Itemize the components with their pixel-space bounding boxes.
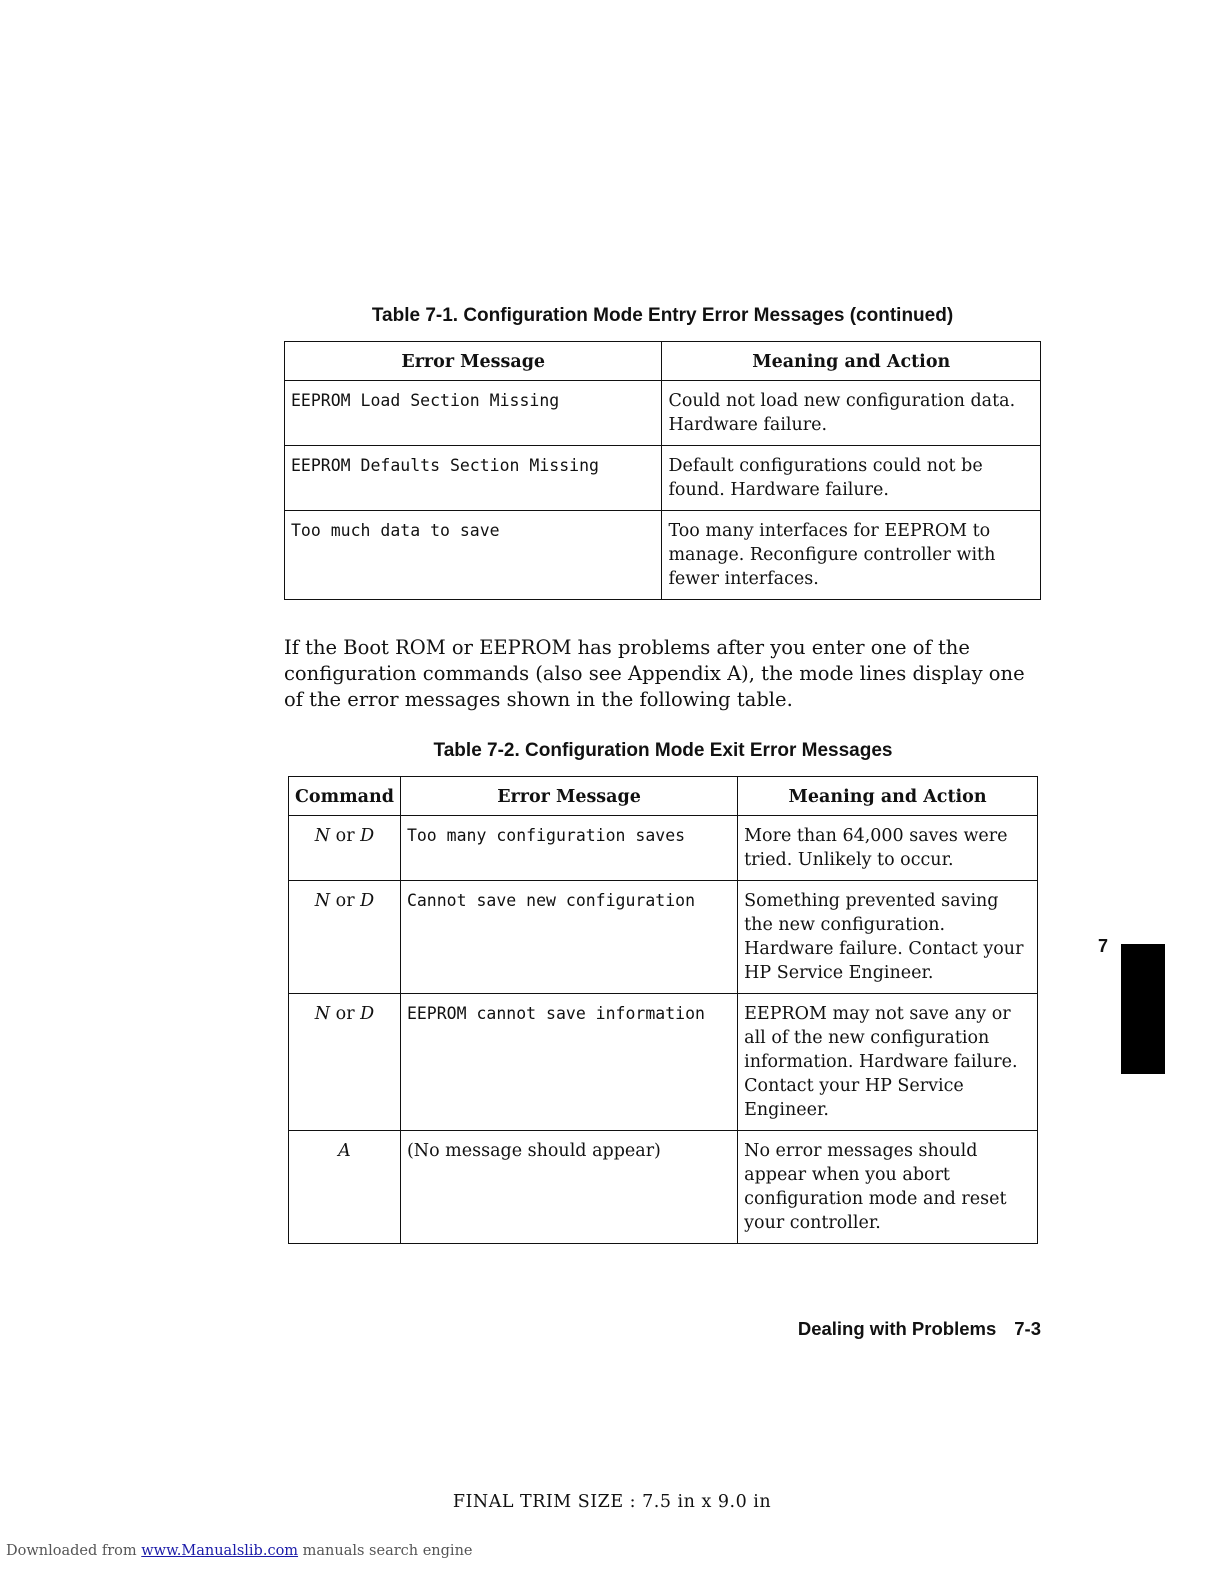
table-row [289, 816, 1038, 881]
footer-section: Dealing with Problems [797, 1318, 997, 1339]
table2-header-error: Error Message [400, 777, 737, 816]
chapter-tab-marker [1121, 944, 1165, 1074]
table2-header-row [289, 777, 1038, 816]
meaning-cell: Something prevented saving the new configuration. Hardware failure. Contact your HP Service Engineer. [738, 881, 1038, 994]
table-row [285, 511, 1041, 600]
table-row [285, 446, 1041, 511]
trim-size-note: FINAL TRIM SIZE : 7.5 in x 9.0 in [452, 1492, 772, 1512]
table-row [289, 1131, 1038, 1244]
command-cell: A [289, 1131, 401, 1244]
page-footer [700, 1318, 1041, 1340]
error-message-cell: EEPROM cannot save information [400, 994, 737, 1131]
table2 [288, 776, 1038, 1244]
meaning-cell: Too many interfaces for EEPROM to manage. Reconfigure controller with fewer interfaces. [662, 511, 1041, 600]
meaning-cell: Default configurations could not be found. Hardware failure. [662, 446, 1041, 511]
table-row [285, 381, 1041, 446]
table1-caption: Table 7-1. Configuration Mode Entry Error Messages (continued) [371, 305, 954, 326]
table2-header-command: Command [289, 777, 401, 816]
body-paragraph: If the Boot ROM or EEPROM has problems after you enter one of the configuration commands (also see Appendix A), the mode lines display one of the error messages shown in the following table. [284, 636, 1025, 711]
table-row [289, 994, 1038, 1131]
command-cell: N or D [289, 994, 401, 1131]
table1-header-row [285, 342, 1041, 381]
command-cell: N or D [289, 881, 401, 994]
table1 [284, 341, 1041, 600]
error-message-cell: Cannot save new configuration [400, 881, 737, 994]
error-message-cell: EEPROM Defaults Section Missing [285, 446, 662, 511]
table1-header-meaning: Meaning and Action [662, 342, 1041, 381]
command-cell: N or D [289, 816, 401, 881]
meaning-cell: More than 64,000 saves were tried. Unlikely to occur. [738, 816, 1038, 881]
table-row [289, 881, 1038, 994]
meaning-cell: EEPROM may not save any or all of the new configuration information. Hardware failure. Contact your HP Service Engineer. [738, 994, 1038, 1131]
table1-header-error: Error Message [285, 342, 662, 381]
error-message-cell: Too many configuration saves [400, 816, 737, 881]
table2-header-meaning: Meaning and Action [738, 777, 1038, 816]
chapter-tab-number: 7 [1098, 936, 1109, 956]
manualslib-link[interactable]: www.Manualslib.com [141, 1543, 299, 1559]
meaning-cell: Could not load new configuration data. Hardware failure. [662, 381, 1041, 446]
error-message-cell: Too much data to save [285, 511, 662, 600]
error-message-cell: EEPROM Load Section Missing [285, 381, 662, 446]
meaning-cell: No error messages should appear when you abort configuration mode and reset your controller. [738, 1131, 1038, 1244]
error-message-cell: (No message should appear) [400, 1131, 737, 1244]
table2-caption: Table 7-2. Configuration Mode Exit Error Messages [433, 740, 893, 761]
download-note: Downloaded from www.Manualslib.com manuals search engine [6, 1543, 473, 1559]
footer-page-number: 7-3 [1014, 1318, 1041, 1339]
